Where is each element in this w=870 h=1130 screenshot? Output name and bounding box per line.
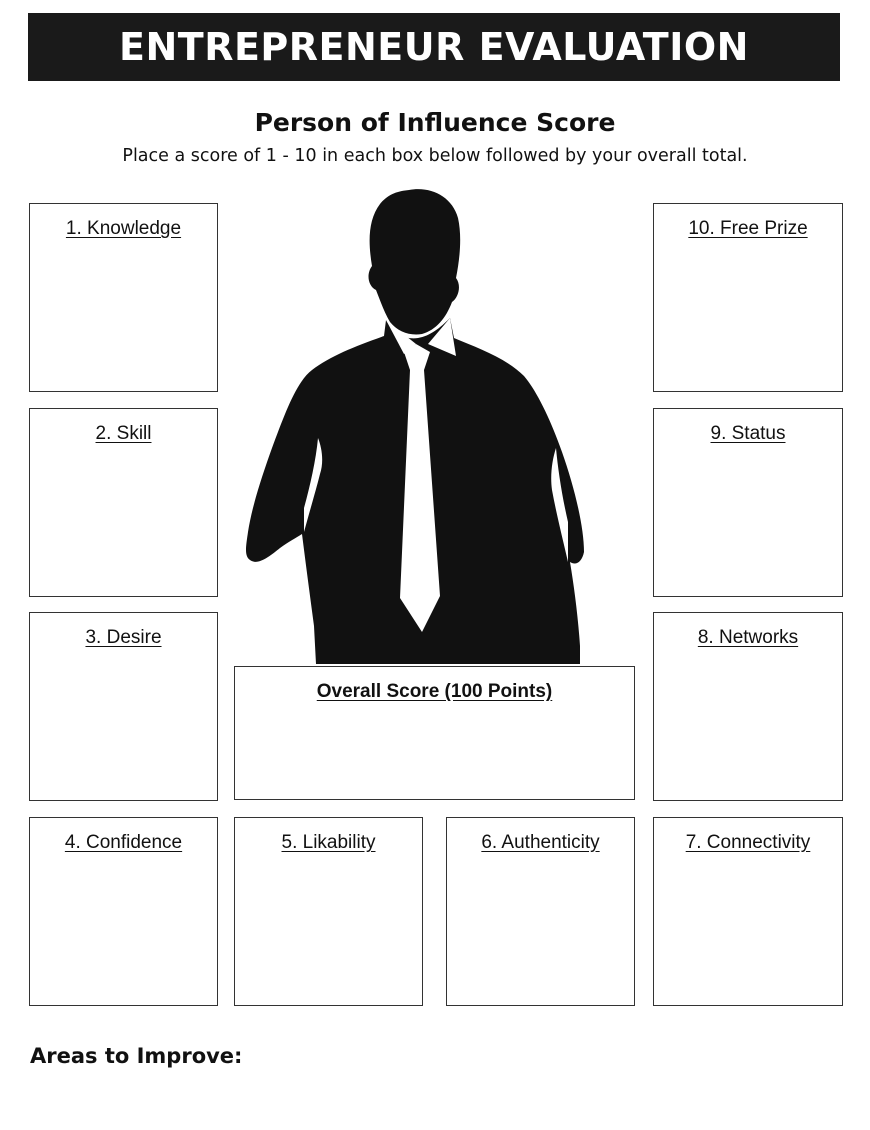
page-title: ENTREPRENEUR EVALUATION: [119, 25, 749, 69]
score-box-label: 7. Connectivity: [685, 832, 811, 853]
score-box-label: 9. Status: [710, 423, 786, 444]
score-box-label: 5. Likability: [281, 832, 376, 853]
score-box-label: 4. Confidence: [64, 832, 183, 853]
businessman-silhouette-icon: [244, 186, 588, 664]
score-box-label: 2. Skill: [95, 423, 152, 444]
overall-score-box: [234, 666, 635, 800]
score-box-authenticity: [446, 817, 635, 1006]
skill-score-input[interactable]: [47, 465, 201, 490]
knowledge-score-input[interactable]: [47, 260, 201, 285]
score-box-label: 3. Desire: [85, 627, 162, 648]
instructions-text: Place a score of 1 - 10 in each box below followed by your overall total.: [122, 146, 748, 166]
confidence-score-input[interactable]: [47, 874, 201, 899]
status-score-input[interactable]: [671, 465, 825, 490]
score-box-confidence: [29, 817, 218, 1006]
score-box-likability: [234, 817, 423, 1006]
score-box-label: 8. Networks: [697, 627, 799, 648]
networks-score-input[interactable]: [671, 669, 825, 694]
score-box-status: [653, 408, 843, 597]
score-box-desire: [29, 612, 218, 801]
overall-score-label: Overall Score (100 Points): [316, 681, 553, 702]
connectivity-score-input[interactable]: [671, 874, 825, 899]
score-box-label: 6. Authenticity: [481, 832, 600, 853]
score-box-knowledge: [29, 203, 218, 392]
authenticity-score-input[interactable]: [464, 874, 618, 899]
score-box-label: 10. Free Prize: [688, 218, 808, 239]
likability-score-input[interactable]: [252, 874, 406, 899]
score-box-free-prize: [653, 203, 843, 392]
score-subtitle: Person of Influence Score: [254, 108, 616, 137]
free-prize-score-input[interactable]: [671, 260, 825, 285]
areas-to-improve-label: Areas to Improve:: [30, 1044, 243, 1068]
score-box-label: 1. Knowledge: [65, 218, 182, 239]
overall-score-input[interactable]: [273, 723, 596, 748]
score-box-skill: [29, 408, 218, 597]
score-box-connectivity: [653, 817, 843, 1006]
desire-score-input[interactable]: [47, 669, 201, 694]
score-box-networks: [653, 612, 843, 801]
header-bar: [28, 13, 840, 81]
